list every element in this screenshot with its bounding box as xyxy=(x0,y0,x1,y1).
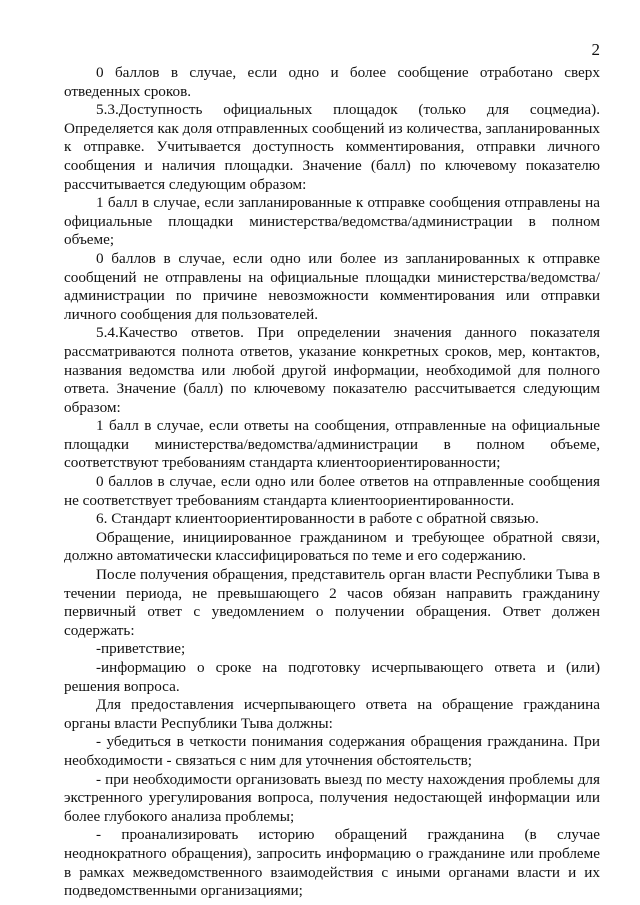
list-item: -приветствие; xyxy=(96,640,186,658)
paragraph: После получения обращения, представитель орган власти Республики Тыва в течении периода, не превышающего 2 часов обязан направить гражданину первичный ответ с уведомлением о получении обращения. Ответ должен содержать: xyxy=(64,566,600,639)
paragraph: Для предоставления исчерпывающего ответа на обращение гражданина органы власти Республики Тыва должны: xyxy=(64,696,600,732)
list-item: - при необходимости организовать выезд по месту нахождения проблемы для экстренного урегулирования вопроса, получения недостающей информации или более глубокого анализа проблемы; xyxy=(64,770,600,825)
list-item: -информацию о сроке на подготовку исчерпывающего ответа и (или) решения вопроса. xyxy=(64,659,600,695)
list-item: - убедиться в четкости понимания содержания обращения гражданина. При необходимости - связаться с ним для уточнения обстоятельств; xyxy=(64,733,600,769)
paragraph: 1 балл в случае, если запланированные к отправке сообщения отправлены на официальные площадки министерства/ведомства/администрации в полном объеме; xyxy=(64,194,600,249)
list-item: - проанализировать историю обращений гражданина (в случае неоднократного обращения), запросить информацию о гражданине или проблеме в рамках межведомственного взаимодействия с иными органами власти и их подведомственными организациями; xyxy=(64,826,600,900)
section-heading: 6. Стандарт клиентоориентированности в работе с обратной связью. xyxy=(96,510,539,528)
paragraph: 0 баллов в случае, если одно или более ответов на отправленные сообщения не соответствует требованиям стандарта клиентоориентированности. xyxy=(64,473,600,509)
document-body xyxy=(64,64,600,901)
paragraph: 1 балл в случае, если ответы на сообщения, отправленные на официальные площадки министерства/ведомства/администрации в полном объеме, соответствуют требованиям стандарта клиентоориентированности; xyxy=(64,417,600,472)
page-number: 2 xyxy=(591,40,600,59)
paragraph: 0 баллов в случае, если одно или более из запланированных к отправке сообщений не отправлены на официальные площадки министерства/ведомства/администрации по причине невозможности комментирования или отправки личного сообщения для пользователей. xyxy=(64,249,600,323)
paragraph: 5.4.Качество ответов. При определении значения данного показателя рассматриваются полнота ответов, указание конкретных сроков, мер, контактов, названия ведомства или любой другой информации, необходимой для полного ответа. Значение (балл) по ключевому показателю рассчитывается следующим образом: xyxy=(64,324,600,416)
paragraph: Обращение, инициированное гражданином и требующее обратной связи, должно автоматически классифицироваться по теме и его содержанию. xyxy=(64,528,600,565)
paragraph: 0 баллов в случае, если одно и более сообщение отработано сверх отведенных сроков. xyxy=(64,64,600,100)
paragraph: 5.3.Доступность официальных площадок (только для соцмедиа). Определяется как доля отправленных сообщений из количества, запланированных к отправке. Учитывается доступность комментирования, отправки личного сообщения и наличия площадки. Значение (балл) по ключевому показателю рассчитывается следующим образом: xyxy=(64,101,600,193)
